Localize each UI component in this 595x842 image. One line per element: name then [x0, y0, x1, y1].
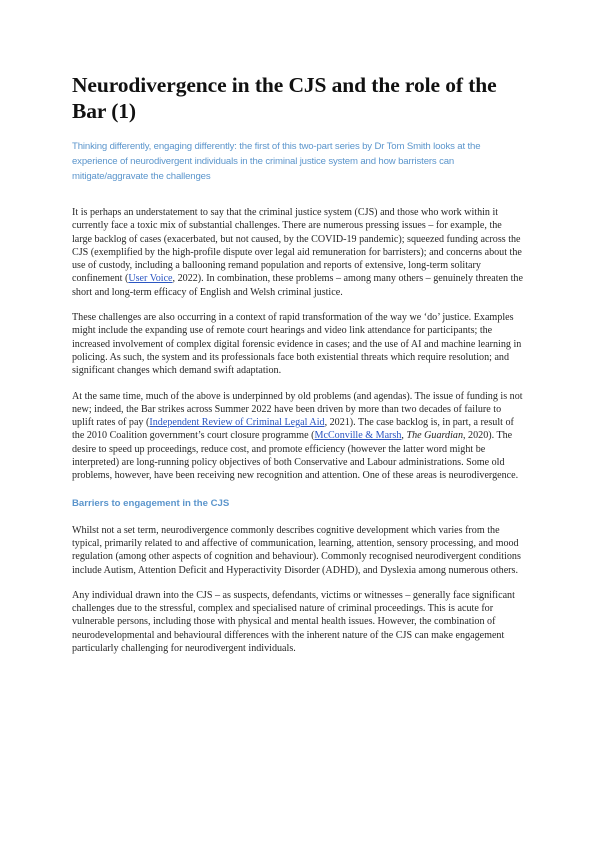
article-title: Neurodivergence in the CJS and the role of the Bar (1) — [72, 73, 497, 123]
guardian-citation: The Guardian — [406, 430, 463, 442]
paragraph-3 — [72, 390, 523, 483]
article-standfirst: Thinking differently, engaging differently: the first of this two-part series by Dr Tom Smith looks at the experience of neurodivergent individuals in the criminal justice system and how barristers can mitigate/aggravate the challenges — [72, 141, 481, 182]
section-subheading: Barriers to engagement in the CJS — [72, 497, 230, 509]
user-voice-link[interactable]: User Voice — [128, 273, 173, 285]
paragraph-3-text-d: , 2020). The desire to speed up proceedings, reduce cost, and promote efficiency (however the latter word might be interpreted) are long-running policy objectives of both Conservative and Labour administrations. Some old problems, however, have been receiving new recognition and attention. One of these areas is neurodivergence. — [72, 430, 519, 482]
paragraph-1-text-b: , 2022). In combination, these problems – among many others – genuinely threaten the short and long-term efficacy of English and Welsh criminal justice. — [72, 273, 523, 298]
paragraph-4: Whilst not a set term, neurodivergence commonly describes cognitive development which varies from the typical, primarily related to and affective of communication, learning, attention, sensory processing, and mood regulation (among other aspects of cognition and behaviour). Commonly recognised neurodivergent conditions include Autism, Attention Deficit and Hyperactivity Disorder (ADHD), and Dyslexia among numerous others. — [72, 524, 521, 576]
paragraph-3-text-c: , — [401, 430, 407, 442]
independent-review-link[interactable]: Independent Review of Criminal Legal Aid — [149, 417, 325, 429]
paragraph-5: Any individual drawn into the CJS – as suspects, defendants, victims or witnesses – generally face significant challenges due to the stressful, complex and specialised nature of criminal proceedings. This is acute for vulnerable persons, including those with physical and mental health issues. However, the combination of neurodevelopmental and behavioural differences with the inherent nature of the CJS can make engagement particularly challenging for neurodivergent individuals. — [72, 589, 515, 655]
paragraph-2: These challenges are also occurring in a context of rapid transformation of the way we ‘do’ justice. Examples might include the expanding use of remote court hearings and video link attendance for participants; the increased involvement of complex digital forensic evidence in cases; and the use of AI and machine learning in policing. As such, the system and its professionals face both existential threats which require resolution; and significant changes which demand swift adaptation. — [72, 312, 522, 377]
paragraph-3-text-b: , 2021). The case backlog is, in part, a result of the 2010 Coalition government’s court closure programme ( — [72, 417, 514, 442]
paragraph-3-text-a: At the same time, much of the above is underpinned by old problems (and agendas). The issue of funding is not new; indeed, the Bar strikes across Summer 2022 have been driven by more than two decades of failure to uplift rates of pay ( — [72, 390, 523, 429]
paragraph-1-text-a: It is perhaps an understatement to say that the criminal justice system (CJS) and those who work within it currently face a toxic mix of substantial challenges. There are numerous pressing issues – for example, the large backlog of cases (exacerbated, but not caused, by the COVID-19 pandemic); squeezed funding across the CJS (exemplified by the high-profile dispute over legal aid remuneration for barristers); and concerns about the use of custody, including a ballooning remand population and reports of extensive, long-term solitary confinement ( — [72, 207, 522, 285]
paragraph-1 — [72, 206, 523, 299]
mcconville-marsh-link[interactable]: McConville & Marsh — [314, 430, 402, 442]
